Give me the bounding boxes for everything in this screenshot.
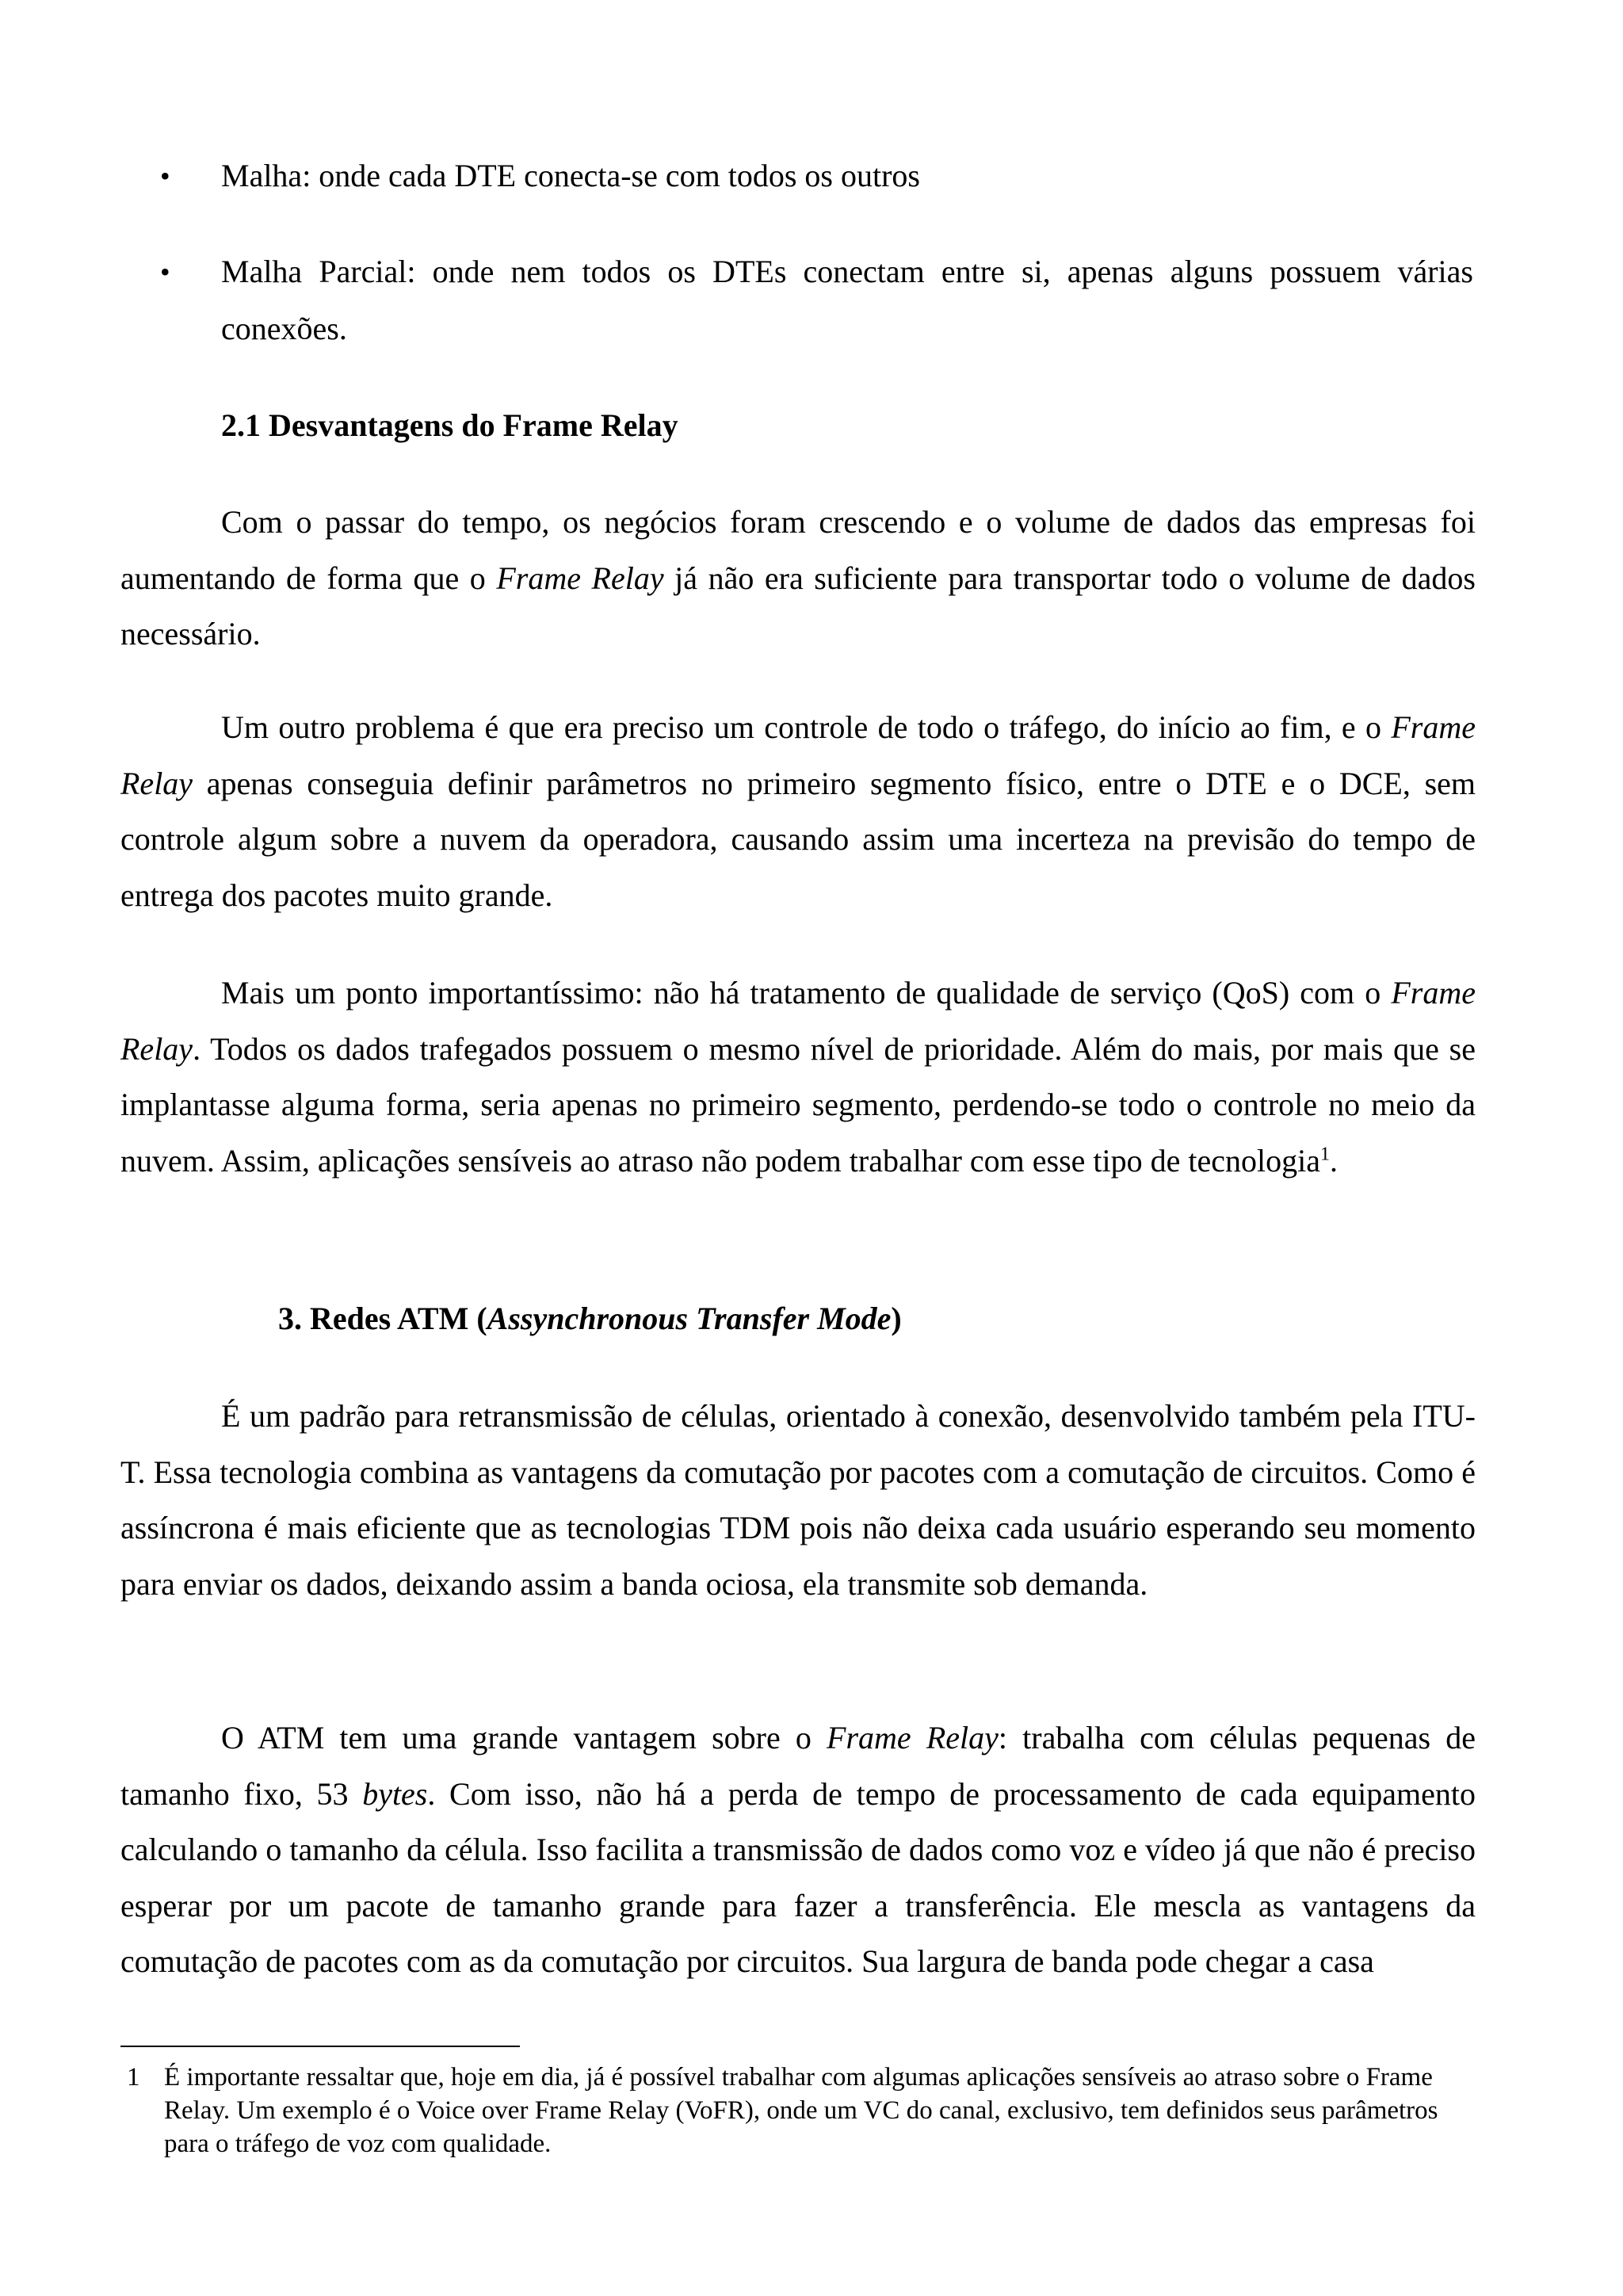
- paragraph-italic-text: bytes: [362, 1775, 428, 1812]
- paragraph-text: : trabalha com células pequenas de tamanho fixo, 53: [120, 1720, 1476, 1812]
- paragraph-text: Um outro problema é que era preciso um controle de todo o tráfego, do início ao fim, e o: [221, 709, 1392, 745]
- paragraph-italic-text: Frame Relay: [120, 975, 1476, 1067]
- paragraph-text: . Todos os dados trafegados possuem o mesmo nível de prioridade. Além do mais, por mais que se implantasse alguma forma, seria apenas no primeiro segmento, perdendo-se todo o controle no meio da nuvem. Assim, aplicações sensíveis ao atraso não podem trabalhar com esse tipo de tecnologia: [120, 1030, 1476, 1179]
- footnote-text: É importante ressaltar que, hoje em dia, já é possível trabalhar com algumas aplicações sensíveis ao atraso sobre o Frame Relay. Um exemplo é o Voice over Frame Relay (VoFR), onde um VC do canal, exclusivo, tem definidos seus parâmetros para o tráfego de voz com qualidade.: [164, 2063, 1438, 2158]
- heading-italic-text: Assynchronous Transfer Mode: [487, 1301, 892, 1336]
- body-paragraph: [120, 700, 1476, 923]
- heading-text: ): [891, 1301, 902, 1336]
- body-paragraph: [120, 495, 1476, 663]
- footnote-divider: [120, 2046, 520, 2047]
- footnote-reference: 1: [1320, 1144, 1331, 1165]
- section-heading: [278, 1290, 902, 1347]
- paragraph-italic-text: Frame Relay: [120, 709, 1476, 801]
- paragraph-text: Com o passar do tempo, os negócios foram crescendo e o volume de dados das empresas foi aumentando de forma que o: [120, 504, 1476, 596]
- paragraph-text: apenas conseguia definir parâmetros no primeiro segmento físico, entre o DTE e o DCE, sem controle algum sobre a nuvem da operadora, causando assim uma incerteza na previsão do tempo de entrega dos pacotes muito grande.: [120, 765, 1476, 913]
- paragraph-text: Mais um ponto importantíssimo: não há tratamento de qualidade de serviço (QoS) com o: [221, 975, 1392, 1010]
- bullet-text: Malha Parcial: onde nem todos os DTEs conectam entre si, apenas alguns possuem várias conexões.: [221, 254, 1473, 346]
- body-paragraph: É um padrão para retransmissão de células, orientado à conexão, desenvolvido também pela ITU-T. Essa tecnologia combina as vantagens da comutação por pacotes com a comutação de circuitos. Como é assíncrona é mais eficiente que as tecnologias TDM pois não deixa cada usuário esperando seu momento para enviar os dados, deixando assim a banda ociosa, ela transmite sob demanda.: [120, 1398, 1476, 1602]
- section-heading: 2.1 Desvantagens do Frame Relay: [221, 407, 678, 443]
- paragraph-italic-text: Frame Relay: [827, 1720, 999, 1755]
- paragraph-italic-text: Frame Relay: [496, 560, 664, 596]
- paragraph-text: . Com isso, não há a perda de tempo de processamento de cada equipamento calculando o tamanho da célula. Isso facilita a transmissão de dados como voz e vídeo já que não é preciso esperar por um pacote de tamanho grande para fazer a transferência. Ele mescla as vantagens da comutação de pacotes com as da comutação por circuitos. Sua largura de banda pode chegar a casa: [120, 1775, 1476, 1979]
- paragraph-text: já não era suficiente para transportar todo o volume de dados necessário.: [120, 560, 1476, 651]
- footnote-number: 1: [127, 2063, 140, 2092]
- bullet-text: Malha: onde cada DTE conecta-se com todos os outros: [221, 158, 920, 193]
- heading-text: 3. Redes ATM (: [278, 1301, 487, 1336]
- paragraph-text: O ATM tem uma grande vantagem sobre o: [221, 1720, 827, 1755]
- bullet-marker: •: [160, 256, 170, 288]
- body-paragraph: [120, 1710, 1476, 1990]
- paragraph-text: .: [1330, 1142, 1338, 1179]
- body-paragraph: [120, 965, 1476, 1189]
- bullet-marker: •: [160, 160, 170, 192]
